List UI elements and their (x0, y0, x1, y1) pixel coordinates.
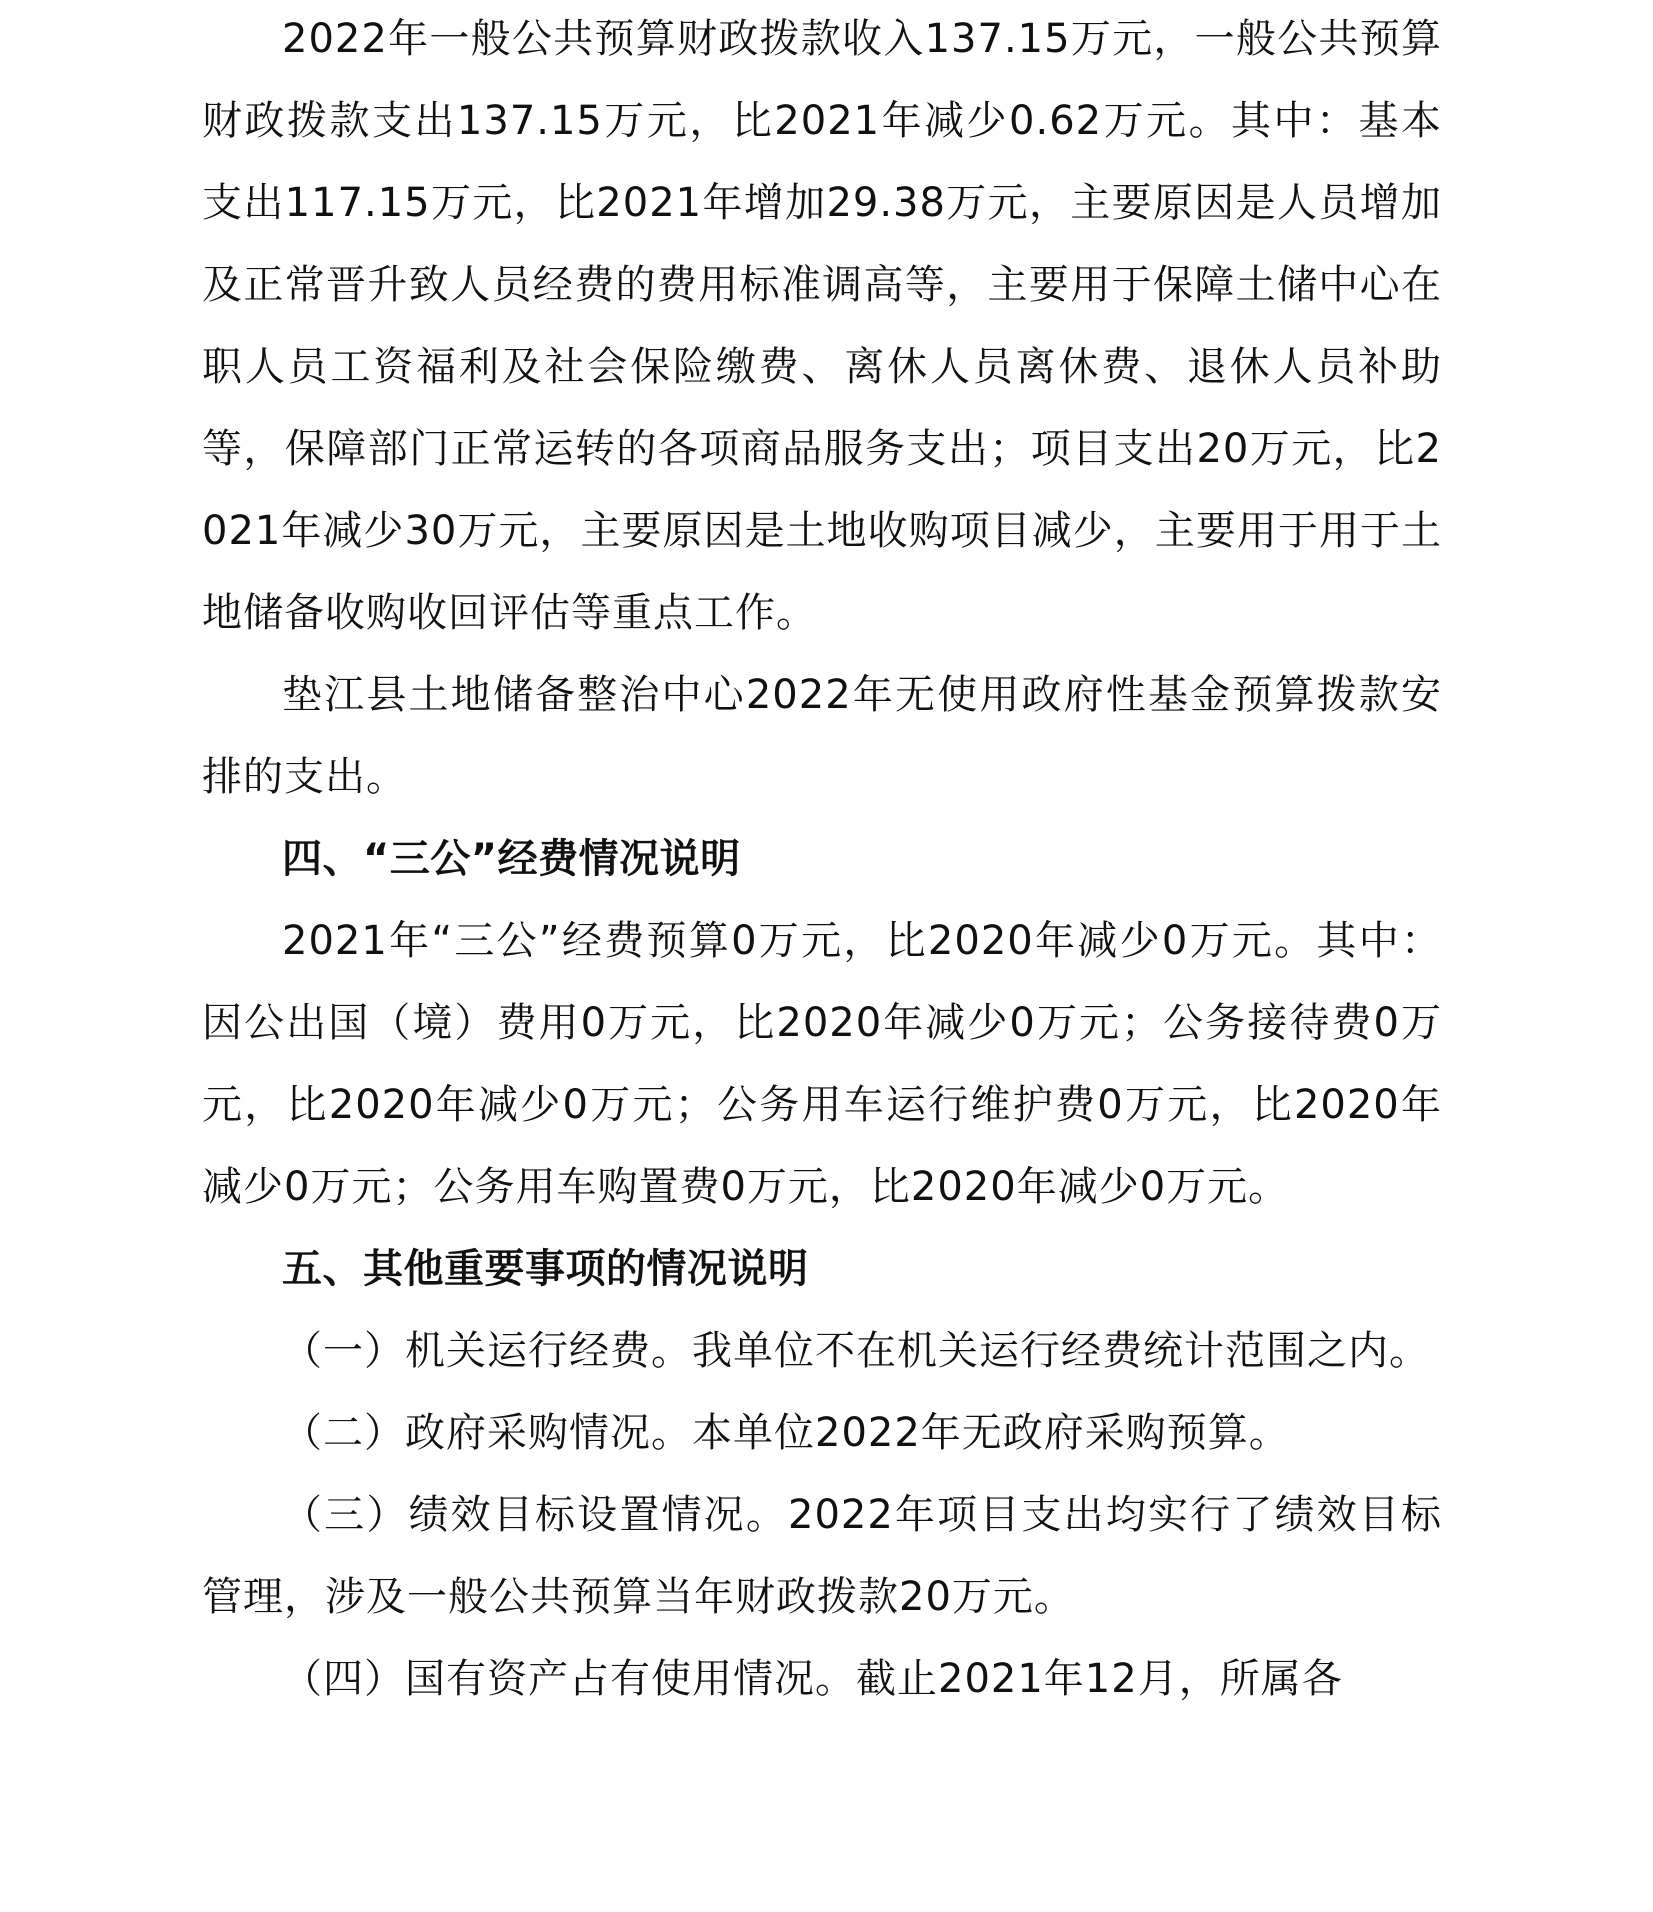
paragraph-budget-expenditure: 2022年一般公共预算财政拨款收入137.15万元，一般公共预算财政拨款支出137.15万元，比2021年减少0.62万元。其中：基本支出117.15万元，比2021年增加29.38万元，主要原因是人员增加及正常晋升致人员经费的费用标准调高等，主要用于保障土储中心在职人员工资福利及社会保险缴费、离休人员离休费、退休人员补助等，保障部门正常运转的各项商品服务支出；项目支出20万元，比2021年减少30万元，主要原因是土地收购项目减少，主要用于用于土地储备收购收回评估等重点工作。 (202, 16, 1442, 636)
document-page (202, 0, 1442, 1912)
paragraph-government-fund: 垫江县土地储备整治中心2022年无使用政府性基金预算拨款安排的支出。 (202, 672, 1442, 800)
paragraph-operating-expenses: （一）机关运行经费。我单位不在机关运行经费统计范围之内。 (282, 1328, 1430, 1374)
paragraph-government-procurement: （二）政府采购情况。本单位2022年无政府采购预算。 (282, 1410, 1290, 1456)
paragraph-state-assets: （四）国有资产占有使用情况。截止2021年12月，所属各 (282, 1656, 1343, 1702)
paragraph-performance-targets: （三）绩效目标设置情况。2022年项目支出均实行了绩效目标管理，涉及一般公共预算当年财政拨款20万元。 (202, 1492, 1442, 1620)
section-heading-other-matters: 五、其他重要事项的情况说明 (282, 1246, 809, 1292)
paragraph-three-public-expenses: 2021年“三公”经费预算0万元，比2020年减少0万元。其中：因公出国（境）费用0万元，比2020年减少0万元；公务接待费0万元，比2020年减少0万元；公务用车运行维护费0万元，比2020年减少0万元；公务用车购置费0万元，比2020年减少0万元。 (202, 918, 1442, 1210)
section-heading-three-public: 四、“三公”经费情况说明 (282, 836, 741, 882)
